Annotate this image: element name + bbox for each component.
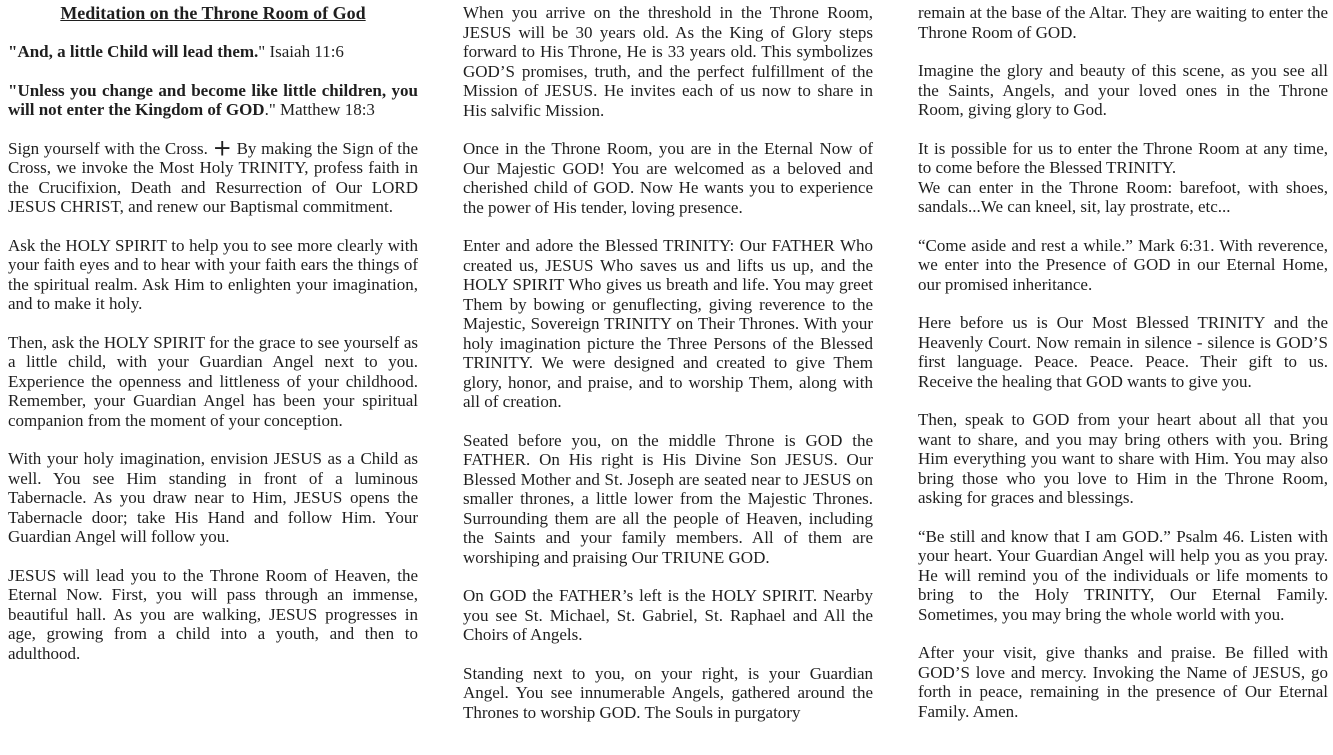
text-segment: remain at the base of the Altar. They are waiting to enter the Throne Room of GOD. [918, 3, 1328, 42]
paragraph [8, 236, 418, 314]
paragraph [918, 61, 1328, 120]
text-segment: Standing next to you, on your right, is your Guardian Angel. You see innumerable Angels, gathered around the Thrones to worship GOD. The Souls in purgatory [463, 663, 873, 722]
text-segment: Once in the Throne Room, you are in the Eternal Now of Our Majestic GOD! You are welcomed as a beloved and cherished child of GOD. Now He wants you to experience the power of His tender, loving presence. [463, 139, 873, 217]
paragraph [463, 139, 873, 217]
paragraph [463, 431, 873, 568]
paragraph [8, 42, 418, 62]
text-segment: On GOD the FATHER’s left is the HOLY SPIRIT. Nearby you see St. Michael, St. Gabriel, St. Raphael and All the Choirs of Angels. [463, 586, 873, 644]
text-segment: Seated before you, on the middle Throne is GOD the FATHER. On His right is His Divine Son JESUS. Our Blessed Mother and St. Joseph are seated near to JESUS on smaller thrones, a little lower from the Majestic Thrones. Surrounding them are all the people of Heaven, including the Saints and your family members. All of them are worshiping and praising Our TRIUNE GOD. [463, 430, 873, 567]
paragraph [918, 313, 1328, 391]
text-segment: Imagine the glory and beauty of this scene, as you see all the Saints, Angels, and your loved ones in the Throne Room, giving glory to God. [918, 61, 1328, 119]
paragraph [463, 586, 873, 645]
text-segment: Ask the HOLY SPIRIT to help you to see more clearly with your faith eyes and to hear with your faith ears the things of the spiritual realm. Ask Him to enlighten your imagination, and to make it holy. [8, 235, 418, 313]
paragraph [8, 566, 418, 664]
page-title: Meditation on the Throne Room of God [60, 3, 366, 23]
text-segment: After your visit, give thanks and praise. Be filled with GOD’S love and mercy. Invoking the Name of JESUS, go forth in peace, remaining in the presence of Our Eternal Family. Amen. [918, 643, 1328, 721]
text-segment: JESUS will lead you to the Throne Room of Heaven, the Eternal Now. First, you will pass through an immense, beautiful hall. As you are walking, JESUS progresses in age, growing from a child into a youth, and then to adulthood. [8, 565, 418, 663]
text-column-middle [463, 3, 873, 755]
text-segment: Here before us is Our Most Blessed TRINITY and the Heavenly Court. Now remain in silence - silence is GOD’S first language. Peace. Peace. Peace. Their gift to us. Receive the healing that GOD wants to give you. [918, 313, 1328, 391]
paragraph [8, 134, 419, 217]
text-segment: We can enter in the Throne Room: barefoot, with shoes, sandals...We can kneel, sit, lay prostrate, etc... [918, 177, 1328, 216]
paragraph [918, 527, 1328, 625]
paragraph [918, 410, 1328, 508]
text-segment: When you arrive on the threshold in the Throne Room, JESUS will be 30 years old. As the King of Glory steps forward to His Throne, He is 33 years old. This symbolizes GOD’S promises, truth, and the perfect fulfillment of the Mission of JESUS. He invites each of us now to share in His salvific Mission. [463, 3, 873, 120]
text-segment: Then, ask the HOLY SPIRIT for the grace to see yourself as a little child, with your Guardian Angel next to you. Experience the openness and littleness of your childhood. Remember, your Guardian Angel has been your spiritual companion from the moment of your conception. [8, 332, 418, 430]
text-segment: Sign yourself with the Cross. [8, 138, 213, 158]
paragraph [918, 236, 1328, 295]
text-segment: “Come aside and rest a while.” Mark 6:31. With reverence, we enter into the Presence of GOD in our Eternal Home, our promised inheritance. [918, 235, 1328, 294]
paragraph [8, 81, 418, 120]
text-segment: "Unless you change and become like little children, you will not enter the Kingdom of GOD [8, 80, 418, 119]
paragraph [463, 664, 873, 723]
paragraph [8, 333, 418, 431]
text-segment: " Isaiah 11:6 [258, 42, 344, 61]
text-segment: “Be still and know that I am GOD.” Psalm 46. Listen with your heart. Your Guardian Angel will help you as you pray. He will remind you of the individuals or life moments to bring to the Holy TRINITY, Our Eternal Family. Sometimes, you may bring the whole world with you. [918, 526, 1328, 624]
paragraph [918, 643, 1328, 721]
text-segment: By making the Sign of the Cross, we invoke the Most Holy TRINITY, profess faith in the Crucifixion, Death and Resurrection of Our LORD JESUS CHRIST, and renew our Baptismal commitment. [8, 138, 419, 216]
text-segment: Then, speak to GOD from your heart about all that you want to share, and you may bring others with you. Bring Him everything you want to share with Him. You may also bring those who you love to Him in the Throne Room, asking for graces and blessings. [918, 410, 1328, 507]
text-segment: It is possible for us to enter the Throne Room at any time, to come before the Blessed TRINITY. [918, 138, 1328, 177]
paragraph [918, 3, 1328, 42]
text-segment: ." Matthew 18:3 [264, 100, 375, 119]
paragraph [463, 236, 873, 412]
text-segment: With your holy imagination, envision JESUS as a Child as well. You see Him standing in front of a luminous Tabernacle. As you draw near to Him, JESUS opens the Tabernacle door; take His Hand and follow Him. Your Guardian Angel will follow you. [8, 449, 418, 546]
paragraph [463, 3, 873, 120]
text-segment: "And, a little Child will lead them. [8, 42, 259, 61]
text-segment: Enter and adore the Blessed TRINITY: Our FATHER Who created us, JESUS Who saves us and lifts us up, and the HOLY SPIRIT Who gives us breath and life. You may greet Them by bowing or genuflecting, giving reverence to the Majestic, Sovereign TRINITY on Their Thrones. With your holy imagination picture the Three Persons of the Blessed TRINITY. We were designed and created to give Them glory, honor, and praise, and to worship Them, along with all of creation. [463, 236, 873, 411]
text-column-right [918, 3, 1328, 755]
paragraph [918, 139, 1328, 217]
paragraph [8, 449, 418, 547]
text-column-left [8, 3, 418, 755]
sign-of-cross-glyph: + [212, 134, 232, 161]
